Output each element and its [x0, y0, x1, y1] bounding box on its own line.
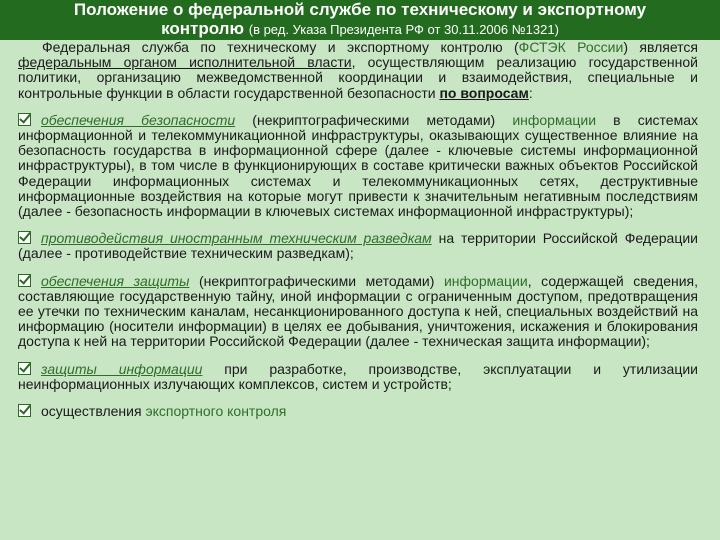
title-line-2 [0, 19, 720, 39]
item-highlight: обеспечения защиты [41, 272, 190, 289]
item-text-pre: осуществления [41, 403, 146, 420]
item-text: при разработке, производстве, эксплуатации и утилизации неинформационных излучающих комплексов, систем и устройств; [18, 360, 698, 392]
intro-paragraph [18, 40, 698, 101]
intro-brand: ФСТЭК России [518, 39, 624, 55]
item-highlight: экспортного контроля [145, 403, 287, 420]
intro-text-1: Федеральная служба по техническому и экспортному контролю ( [42, 39, 519, 55]
intro-text-2: ) является [623, 39, 698, 55]
title-subtitle: (в ред. Указа Президента РФ от 30.11.2006 №1321) [248, 22, 559, 37]
intro-emphasis: по вопросам [439, 84, 529, 101]
list-item [18, 231, 698, 261]
slide-title [0, 0, 720, 40]
item-highlight: защиты информации [41, 360, 203, 377]
list-item [18, 274, 698, 350]
item-text-pre: (некриптографическими методами) [189, 272, 444, 289]
item-highlight-2: информации [512, 111, 597, 128]
item-highlight: противодействия иностранным техническим разведкам [41, 230, 432, 247]
item-text: в системах информационной и телекоммуникационной инфраструктуры, оказывающих существенное влияние на безопасность государства в информационной сфере (далее - ключевые системы информационной инфраструктуры), в том числе в функционирующих в составе критически важных объектов Российской Федерации информационных системах и телекоммуникационных сетях, деструктивные информационные воздействия на которые могут привести к значительным негативным последствиям (далее - безопасность информации в ключевых системах информационной инфраструктуры); [18, 111, 698, 220]
checkbox-icon [18, 113, 31, 126]
item-highlight-2: информации [443, 272, 528, 289]
item-text: , содержащей сведения, составляющие государственную тайну, иной информации с ограниченным доступом, предотвращения ее утечки по техническим каналам, несанкционированного доступа к ней, специальных воздействий на информацию (носители информации) в целях ее добывания, уничтожения, искажения и блокирования доступа к ней на территории Российской Федерации (далее - техническая защита информации); [18, 272, 699, 350]
checkbox-icon [18, 274, 31, 287]
list-item [18, 404, 698, 419]
checkbox-icon [18, 231, 31, 244]
checkbox-icon [18, 404, 31, 417]
title-line-2-main: контролю [161, 19, 244, 38]
item-text-pre: (некриптографическими методами) [235, 111, 513, 128]
checkbox-icon [18, 362, 31, 375]
intro-text-3: , осуществляющим реализацию государственной политики, организацию межведомственной координации и взаимодействия, специальные и контрольные функции в области государственной безопасности [18, 54, 698, 101]
intro-text-4: : [528, 84, 533, 101]
slide-body [18, 40, 698, 419]
title-line-1: Положение о федеральной службе по техническому и экспортному [73, 0, 647, 19]
item-highlight: обеспечения безопасности [41, 111, 236, 128]
list-item [18, 113, 698, 219]
item-text: на территории Российской Федерации (далее - противодействие техническим разведкам); [18, 230, 699, 262]
list-item [18, 362, 698, 392]
intro-authority: федеральным органом исполнительной власти [18, 54, 352, 71]
